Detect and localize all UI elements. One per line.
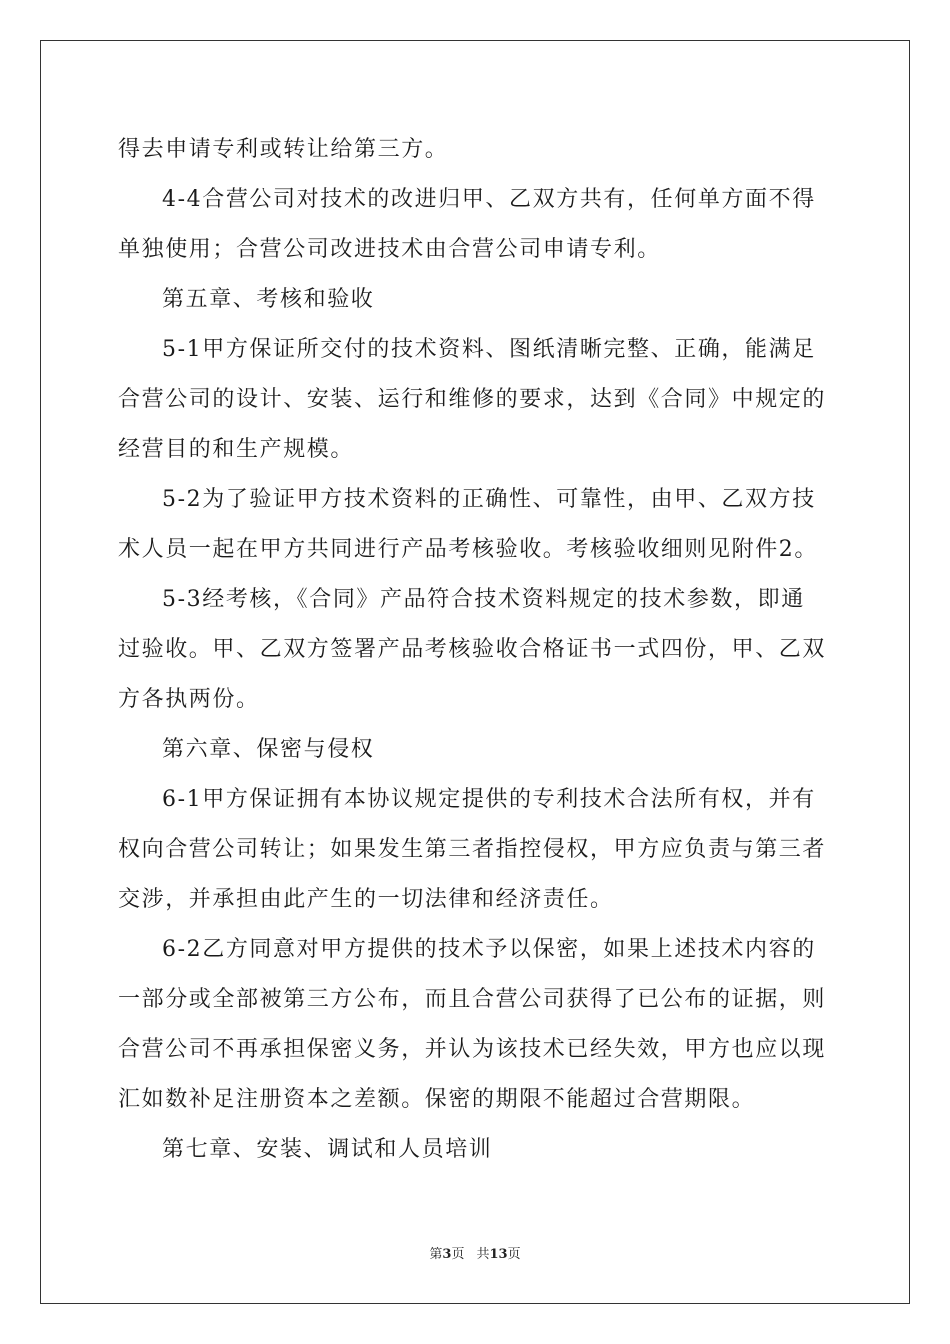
page-number: 3	[442, 1247, 452, 1262]
chapter-heading: 第六章、保密与侵权	[162, 737, 375, 762]
text-line: 单独使用；合营公司改进技术由合营公司申请专利。	[118, 237, 661, 262]
text-line: 合营公司不再承担保密义务，并认为该技术已经失效，甲方也应以现	[118, 1037, 827, 1062]
page-footer	[0, 1247, 950, 1263]
text-line: 过验收。甲、乙双方签署产品考核验收合格证书一式四份，甲、乙双	[118, 637, 827, 662]
page-suffix: 页	[451, 1247, 465, 1262]
chapter-heading: 第七章、安装、调试和人员培训	[162, 1137, 493, 1162]
page-border	[40, 40, 910, 1304]
total-suffix: 页	[507, 1247, 521, 1262]
total-pages: 13	[489, 1247, 508, 1262]
text-line: 一部分或全部被第三方公布，而且合营公司获得了已公布的证据，则	[118, 987, 827, 1012]
text-line: 方各执两份。	[118, 687, 260, 712]
total-prefix: 共	[476, 1247, 490, 1262]
text-line: 6-2乙方同意对甲方提供的技术予以保密，如果上述技术内容的	[162, 937, 816, 962]
text-line: 经营目的和生产规模。	[118, 437, 355, 462]
text-line: 汇如数补足注册资本之差额。保密的期限不能超过合营期限。	[118, 1087, 756, 1112]
text-line: 术人员一起在甲方共同进行产品考核验收。考核验收细则见附件2。	[118, 537, 818, 562]
chapter-heading: 第五章、考核和验收	[162, 287, 375, 312]
text-line: 6-1甲方保证拥有本协议规定提供的专利技术合法所有权，并有	[162, 787, 816, 812]
text-line: 权向合营公司转让；如果发生第三者指控侵权，甲方应负责与第三者	[118, 837, 827, 862]
text-line: 得去申请专利或转让给第三方。	[118, 137, 449, 162]
text-line: 5-1甲方保证所交付的技术资料、图纸清晰完整、正确，能满足	[162, 337, 816, 362]
text-line: 4-4合营公司对技术的改进归甲、乙双方共有，任何单方面不得	[162, 187, 816, 212]
text-line: 5-2为了验证甲方技术资料的正确性、可靠性，由甲、乙双方技	[162, 487, 816, 512]
page-prefix: 第	[429, 1247, 443, 1262]
text-line: 合营公司的设计、安装、运行和维修的要求，达到《合同》中规定的	[118, 387, 827, 412]
text-line: 5-3经考核，《合同》产品符合技术资料规定的技术参数，即通	[162, 587, 805, 612]
text-line: 交涉，并承担由此产生的一切法律和经济责任。	[118, 887, 614, 912]
